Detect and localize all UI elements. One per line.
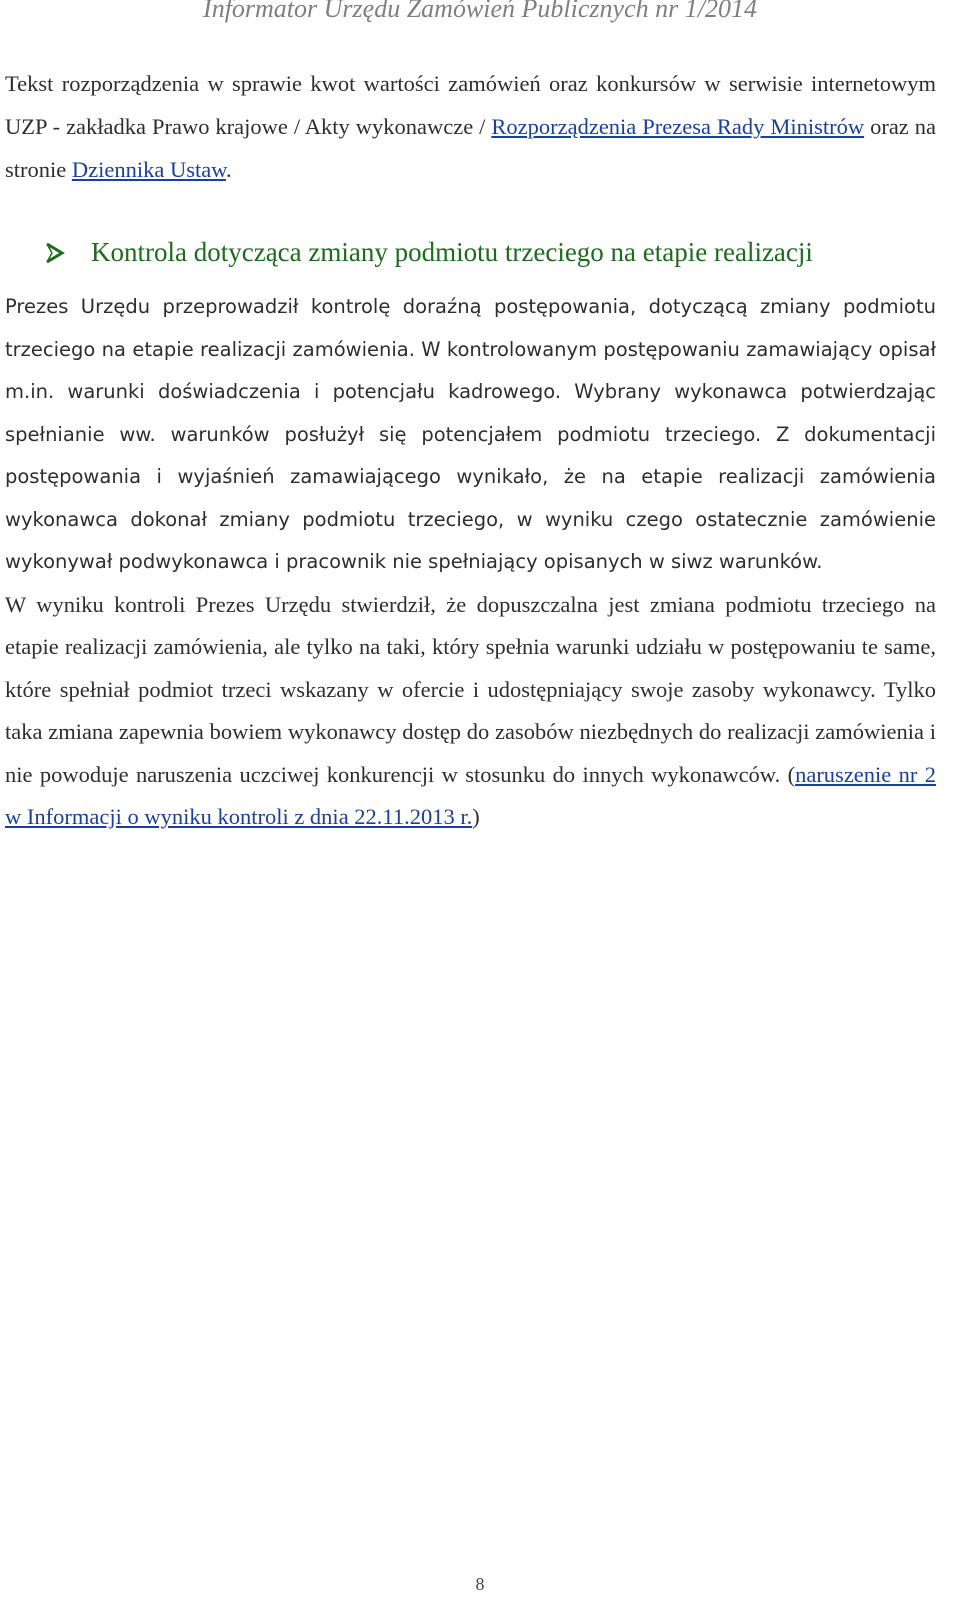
intro-text-between: oraz na stronie xyxy=(5,114,936,182)
section-heading xyxy=(5,237,936,268)
section-paragraph-1: Prezes Urzędu przeprowadził kontrolę doraźną postępowania, dotyczącą zmiany podmiotu trzeciego na etapie realizacji zamówienia. W kontrolowanym postępowaniu zamawiający opisał m.in. warunki doświadczenia i potencjału kadrowego. Wybrany wykonawca potwierdzając spełnianie ww. warunków posłużył się potencjałem podmiotu trzeciego. Z dokumentacji postępowania i wyjaśnień zamawiającego wynikało, że na etapie realizacji zamówienia wykonawca dokonał zmiany podmiotu trzeciego, w wyniku czego ostatecznie zamówienie wykonywał podwykonawca i pracownik nie spełniający opisanych w siwz warunków. xyxy=(5,295,936,573)
dziennik-ustaw-link[interactable]: Dziennika Ustaw xyxy=(71,157,226,182)
section-paragraph-2 xyxy=(5,584,936,839)
page-content xyxy=(5,62,936,839)
paragraph-2-end: ) xyxy=(472,804,480,829)
intro-text: Tekst rozporządzenia w sprawie kwot wartości zamówień oraz konkursów w serwisie internetowym UZP - zakładka Prawo krajowe / Akty wykonawcze / xyxy=(5,71,936,139)
rozporzadzenia-link[interactable]: Rozporządzenia Prezesa Rady Ministrów xyxy=(491,114,865,139)
kontrola-report-link[interactable]: naruszenie nr 2 w Informacji o wyniku kontroli z dnia 22.11.2013 r. xyxy=(5,761,936,829)
running-header: Informator Urzędu Zamówień Publicznych nr 1/2014 xyxy=(203,0,757,23)
intro-paragraph xyxy=(5,62,936,191)
section-heading-text: Kontrola dotycząca zmiany podmiotu trzeciego na etapie realizacji xyxy=(91,237,813,267)
intro-text-end: . xyxy=(226,157,232,182)
paragraph-2-text: W wyniku kontroli Prezes Urzędu stwierdził, że dopuszczalna jest zmiana podmiotu trzeciego na etapie realizacji zamówienia, ale tylko na taki, który spełnia warunki udziału w postępowaniu te same, które spełniał podmiot trzeci wskazany w ofercie i udostępniający swoje zasoby wykonawcy. Tylko taka zmiana zapewnia bowiem wykonawcy dostęp do zasobów niezbędnych do realizacji zamówienia i nie powoduje naruszenia uczciwej konkurencji w stosunku do innych wykonawców. ( xyxy=(5,591,936,787)
page-number: 8 xyxy=(475,1574,485,1594)
arrow-bullet-icon xyxy=(43,241,67,265)
